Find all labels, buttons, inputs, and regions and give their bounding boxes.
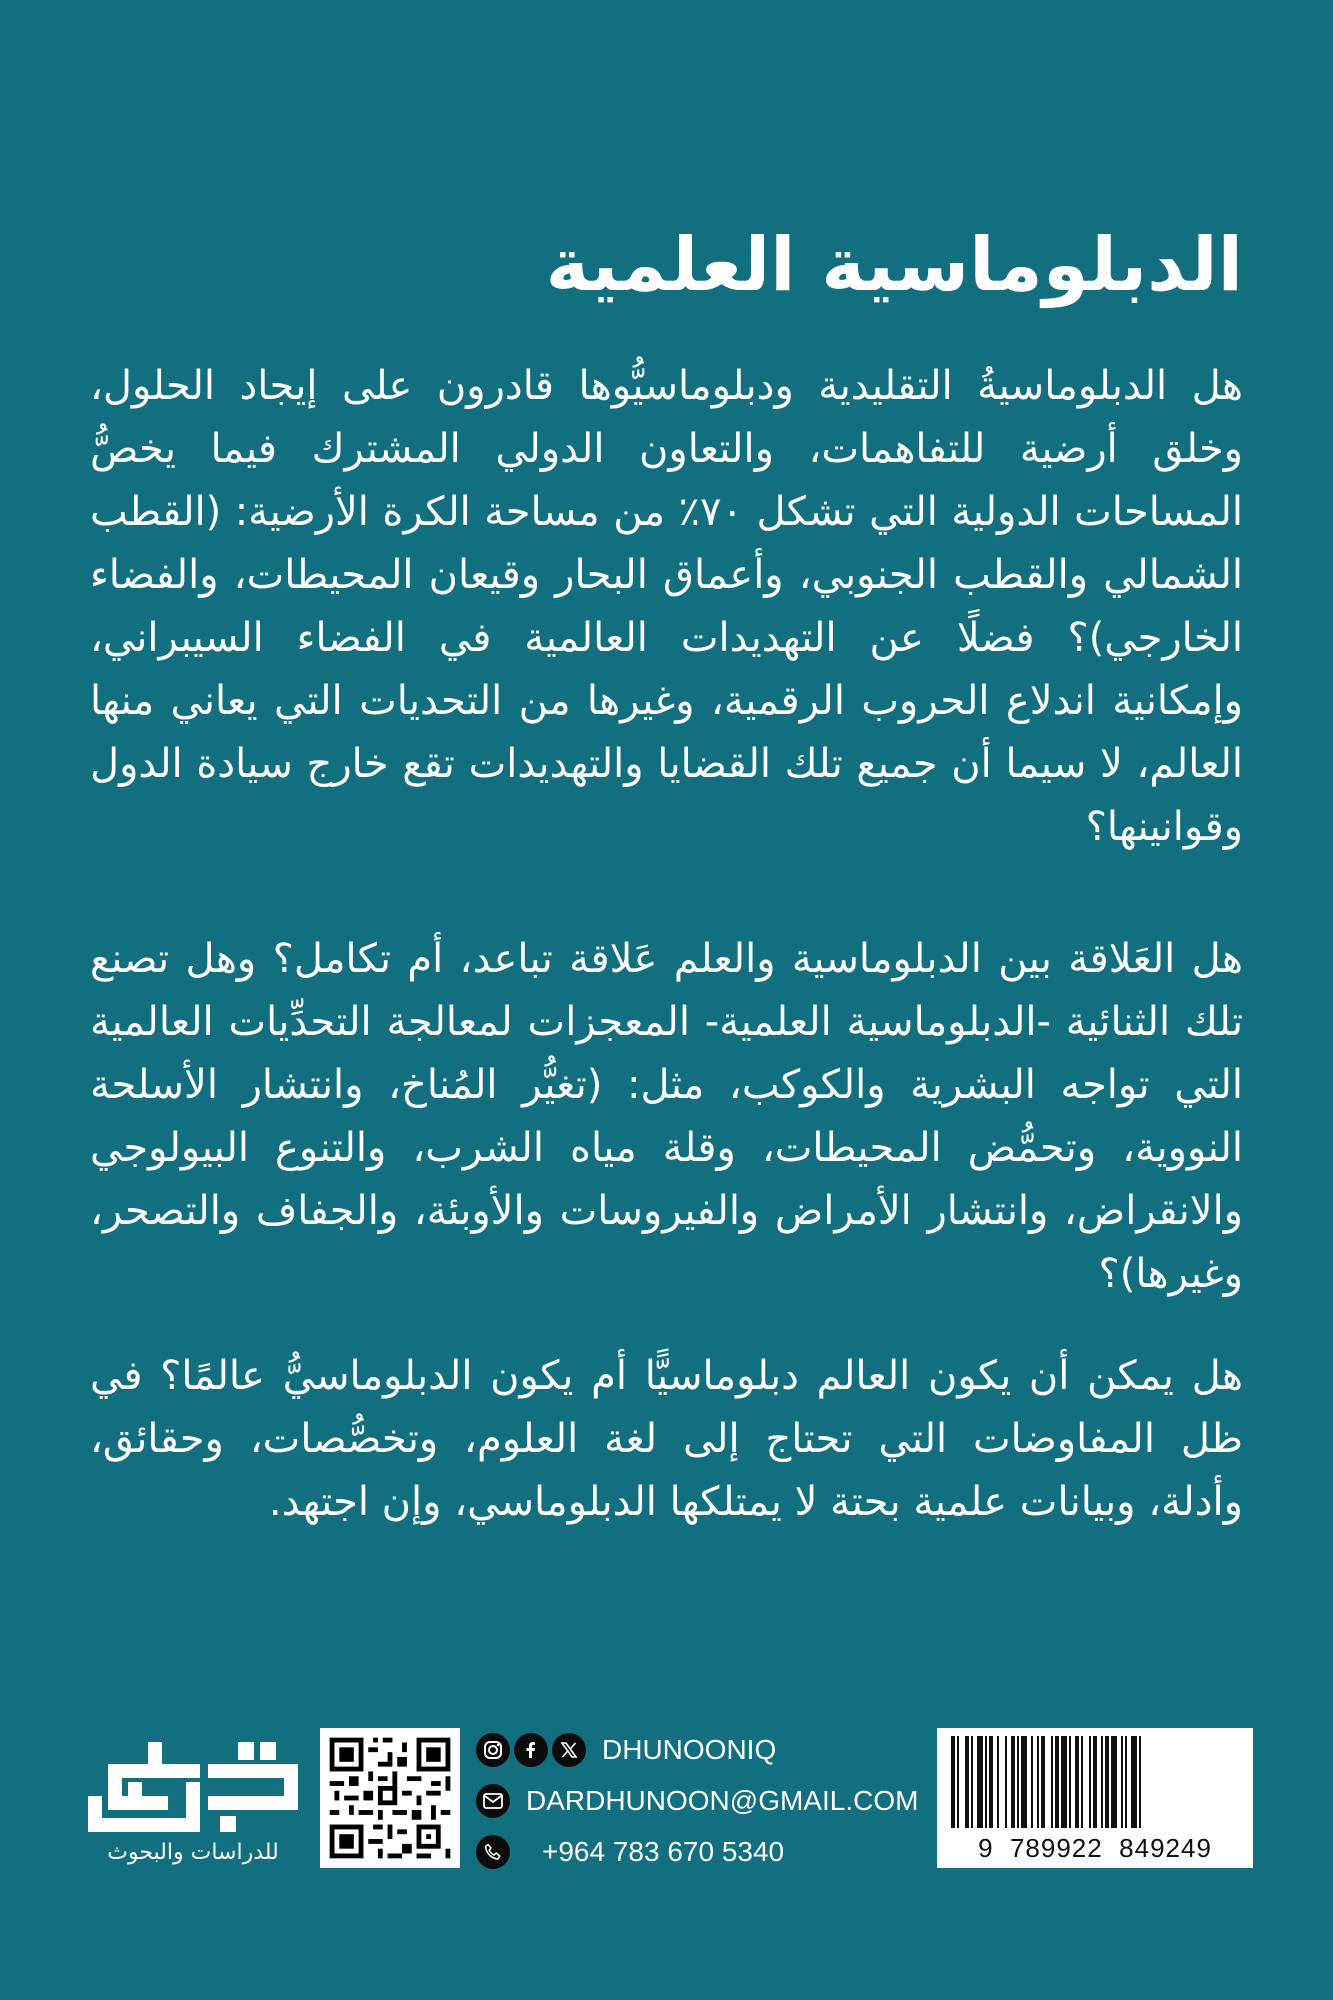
barcode-bars	[937, 1728, 1253, 1838]
facebook-icon[interactable]	[514, 1733, 548, 1767]
back-cover-footer	[0, 1720, 1333, 1880]
publisher-logo	[88, 1740, 298, 1870]
barcode-bar	[1105, 1736, 1109, 1828]
phone-number[interactable]: +964 783 670 5340	[542, 1836, 785, 1867]
blurb-paragraph-2: هل العَلاقة بين الدبلوماسية والعلم عَلاقة تباعد، أم تكامل؟ وهل تصنع تلك الثنائية -الدبلوماسية العلمية- المعجزات لمعالجة التحدِّيات العالمية التي تواجه البشرية والكوكب، مثل: (تغيُّر المُناخ، وانتشار الأسلحة النووية، وتحمُّض المحيطات، وقلة مياه الشرب، والتنوع البيولوجي والانقراض، وانتشار الأمراض والفيروسات والأوبئة، والجفاف والتصحر، وغيرها)؟	[90, 936, 1243, 1297]
email-icon	[476, 1784, 510, 1818]
barcode-bar	[1021, 1736, 1027, 1828]
x-icon[interactable]	[552, 1733, 586, 1767]
barcode-bar	[989, 1736, 993, 1828]
email-row	[476, 1781, 918, 1821]
barcode-bar	[985, 1736, 987, 1828]
barcode-bar	[1121, 1736, 1123, 1828]
barcode-bar	[1031, 1736, 1033, 1828]
qr-code[interactable]	[320, 1728, 460, 1868]
barcode-bar	[951, 1736, 955, 1828]
barcode-bar	[1089, 1736, 1091, 1828]
barcode-bar	[1055, 1736, 1059, 1828]
barcode-bar	[1131, 1736, 1137, 1828]
blurb-paragraph-1: هل الدبلوماسيةُ التقليدية ودبلوماسيُّوها قادرون على إيجاد الحلول، وخلق أرضية للتفاهمات، والتعاون الدولي المشترك فيما يخصُّ المساحات الدولية التي تشكل ٧٠٪ من مساحة الكرة الأرضية: (القطب الشمالي والقطب الجنوبي، وأعماق البحار وقيعان المحيطات، والفضاء الخارجي)؟ فضلًا عن التهديدات العالمية في الفضاء السيبراني، وإمكانية اندلاع الحروب الرقمية، وغيرها من التحديات التي يعاني منها العالم، لا سيما أن جميع تلك القضايا والتهديدات تقع خارج سيادة الدول وقوانينها؟	[90, 363, 1244, 850]
isbn-barcode	[937, 1728, 1253, 1868]
email-address[interactable]: DARDHUNOON@GMAIL.COM	[526, 1785, 919, 1816]
barcode-bar	[1093, 1736, 1097, 1828]
publisher-subtitle: للدراسات والبحوث	[107, 1840, 279, 1865]
barcode-bar	[1111, 1736, 1117, 1828]
barcode-bar	[1101, 1736, 1103, 1828]
barcode-bar	[1069, 1736, 1071, 1828]
isbn-number: 9 789922 849249	[978, 1833, 1212, 1863]
barcode-bar	[1051, 1736, 1053, 1828]
barcode-bar	[1017, 1736, 1019, 1828]
phone-row	[476, 1832, 784, 1872]
barcode-bar	[1081, 1736, 1083, 1828]
barcode-bar	[1037, 1736, 1039, 1828]
barcode-bar	[971, 1736, 973, 1828]
phone-icon	[476, 1835, 510, 1869]
social-handle[interactable]: DHUNOONIQ	[602, 1734, 777, 1765]
publisher-logo-mark	[88, 1740, 298, 1836]
barcode-bar	[1061, 1736, 1067, 1828]
barcode-bar	[1139, 1736, 1141, 1828]
barcode-bar	[997, 1736, 999, 1828]
barcode-bar	[965, 1736, 969, 1828]
barcode-bar	[1005, 1736, 1007, 1828]
social-row	[476, 1730, 776, 1770]
qr-code-image	[320, 1728, 460, 1868]
barcode-bar	[957, 1736, 959, 1828]
instagram-icon[interactable]	[476, 1733, 510, 1767]
barcode-bar	[1075, 1736, 1079, 1828]
barcode-bar	[1125, 1736, 1127, 1828]
barcode-bar	[1041, 1736, 1045, 1828]
barcode-bar	[1011, 1736, 1015, 1828]
blurb-paragraph-3: هل يمكن أن يكون العالم دبلوماسيًّا أم يكون الدبلوماسيُّ عالمًا؟ في ظل المفاوضات التي تحتاج إلى لغة العلوم، وتخصُّصات، وحقائق، وأدلة، وبيانات علمية بحتة لا يمتلكها الدبلوماسي، وإن اجتهد.	[90, 1353, 1243, 1525]
book-title: الدبلوماسية العلمية	[545, 222, 1243, 308]
barcode-bar	[977, 1736, 983, 1828]
